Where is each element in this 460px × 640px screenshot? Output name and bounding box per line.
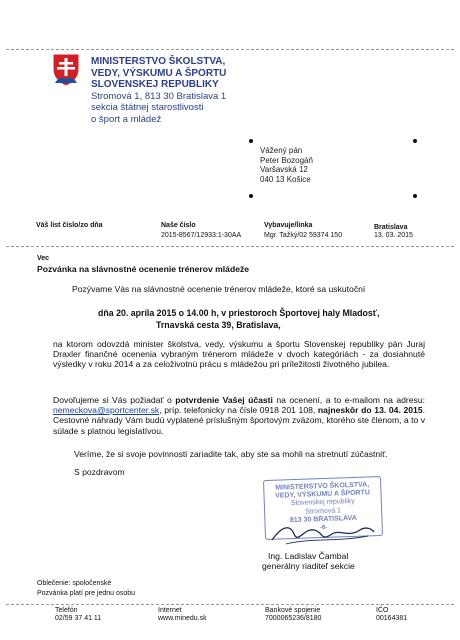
signatory-title: generálny riaditeľ sekcie xyxy=(262,561,355,571)
ministry-name xyxy=(91,56,291,125)
place-label: Bratislava xyxy=(374,224,408,231)
window-mark-dot xyxy=(413,194,417,198)
subject-label: Vec xyxy=(37,255,50,262)
your-letter-label: Váš list číslo/zo dňa xyxy=(36,222,103,229)
email-link[interactable]: nemeckova@sportcenter.sk xyxy=(53,405,160,416)
web-label: Internet xyxy=(158,607,182,614)
ico-value: 00164381 xyxy=(376,615,408,623)
footer-ico xyxy=(376,607,407,624)
confirmation-text: na ocenení, a to e-mailom na adresu: xyxy=(272,395,425,405)
recipient-line: Peter Bozogáň xyxy=(260,155,313,165)
footer-divider xyxy=(6,604,454,605)
contact-value: Mgr. Tažký/02 59374 150 xyxy=(264,232,343,239)
signatory-name: Ing. Ladislav Čambal xyxy=(268,551,349,561)
deadline-emphasis: najneskôr do 13. 04. 2015 xyxy=(317,405,423,416)
date-value: 13. 03. 2015 xyxy=(374,232,413,239)
recipient-line: Varšavská 12 xyxy=(260,165,308,175)
subject-title: Pozvánka na slávnostné ocenenie trénerov mládeže xyxy=(37,264,250,274)
bank-value: 7000065236/8180 xyxy=(265,615,322,623)
confirmation-emphasis: potvrdenie Vašej účasti xyxy=(175,395,273,405)
confirmation-text: . Cestovné náhrady Vám budú vyplatené príslušným športovým zväzom, ktorého ste členom, a to v súlade s platnou legislatívou. xyxy=(53,405,425,436)
greeting: S pozdravom xyxy=(74,467,125,477)
bank-label: Bankové spojenie xyxy=(265,607,321,614)
phone-label: Telefón xyxy=(55,607,78,614)
ico-label: IČO xyxy=(376,607,389,614)
confirmation-text: Dovoľujeme si Vás požiadať o xyxy=(53,395,176,405)
confirmation-paragraph xyxy=(53,395,425,436)
ministry-name-line: MINISTERSTVO ŠKOLSTVA, xyxy=(91,56,226,67)
recipient-line: Vážený pán xyxy=(260,146,303,155)
footer-phone xyxy=(55,607,101,624)
handwritten-signature xyxy=(268,520,378,548)
confirmation-text: , príp. telefonicky na čísle 0918 201 108, xyxy=(159,405,318,416)
recipient-address xyxy=(260,146,313,184)
award-paragraph: na ktorom odovzdá minister školstva, vedy, výskumu a športu Slovenskej republiky pán Juraj Draxler finančné ocenenia vybraným trénerom mládeže v dvoch kategóriách - za dosiahnuté výsledky v roku 2014 a za celoživotnú prácu s mládežou pri príležitosti životného jubilea. xyxy=(53,339,425,370)
dress-code-note: Oblečenie: spoločenské xyxy=(37,580,112,587)
ministry-name-line: SLOVENSKEJ REPUBLIKY xyxy=(91,79,219,90)
our-number-label: Naše číslo xyxy=(161,222,196,229)
phone-value: 02/59 37 41 11 xyxy=(55,615,102,623)
stamp-line: VEDY, VÝSKUMU A ŠPORTU xyxy=(275,489,371,500)
header-divider xyxy=(6,49,454,50)
coat-of-arms-icon xyxy=(52,53,80,87)
window-mark-dot xyxy=(413,139,417,143)
web-value: www.minedu.sk xyxy=(158,615,207,623)
ministry-address-line: o šport a mládež xyxy=(91,113,162,125)
window-mark-dot xyxy=(249,139,253,143)
stamp-line: Slovenskej republiky xyxy=(290,498,355,508)
footer-bank xyxy=(265,607,321,624)
stamp-line: Stromová 1 xyxy=(305,506,342,516)
validity-note: Pozvánka platí pre jednu osobu xyxy=(37,590,136,597)
stamp-line: -8- xyxy=(319,524,328,532)
intro-text: Pozývame Vás na slávnostné ocenenie trénerov mládeže, ktoré sa uskutoční xyxy=(72,284,366,294)
stamp-line: MINISTERSTVO ŠKOLSTVA, xyxy=(275,481,370,492)
window-mark-dot xyxy=(249,194,253,198)
ministry-address-line: sekcia štátnej starostlivosti xyxy=(91,102,204,113)
ref-divider xyxy=(6,246,454,247)
footer-web xyxy=(158,607,207,624)
stamp-line: 813 30 BRATISLAVA xyxy=(289,514,357,524)
closing-paragraph: Veríme, že si svoje povinnosti zariadite tak, aby ste sa mohli na stretnutí zúčastniť. xyxy=(74,449,388,459)
ministry-address-line: Stromová 1, 813 30 Bratislava 1 xyxy=(91,90,227,102)
ministry-name-line: VEDY, VÝSKUMU A ŠPORTU xyxy=(91,67,227,79)
contact-label: Vybavuje/linka xyxy=(264,222,313,229)
event-address-line: Trnavská cesta 39, Bratislava, xyxy=(156,320,281,330)
event-date-line: dňa 20. apríla 2015 o 14.00 h, v priestoroch Športovej haly Mladosť, xyxy=(98,308,380,318)
our-number-value: 2015-8567/12933:1-30AA xyxy=(161,232,242,239)
recipient-line: 040 13 Košice xyxy=(260,174,311,184)
